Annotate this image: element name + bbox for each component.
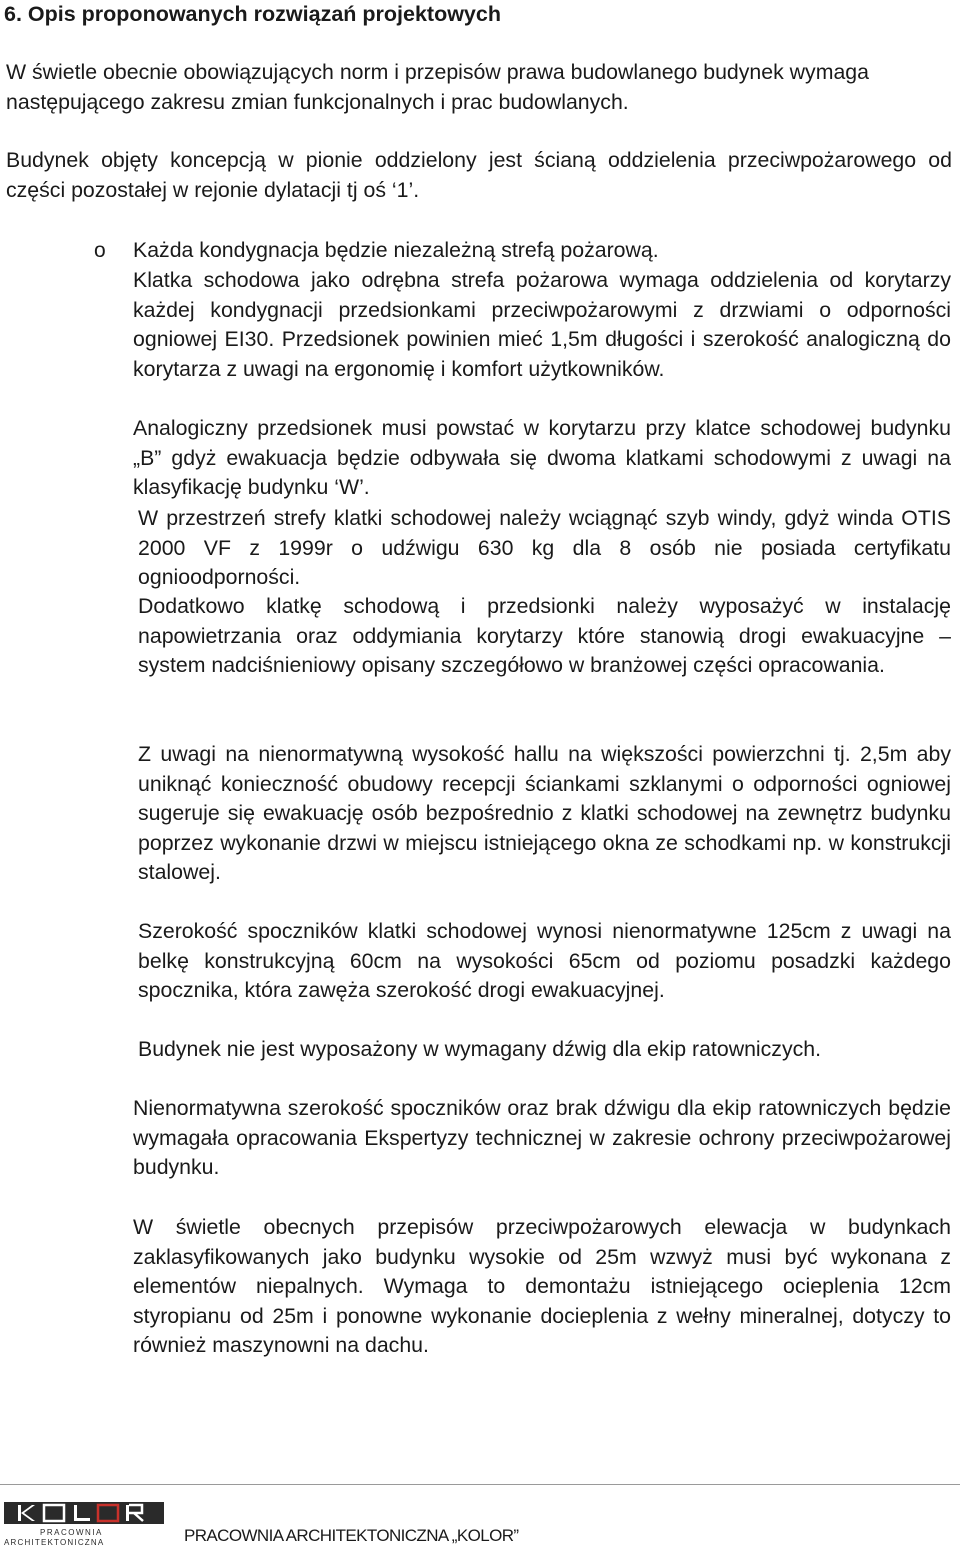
staircase-paragraph: Klatka schodowa jako odrębna strefa pożarowa wymaga oddzielenia od korytarzy każdej kondygnacji przedsionkami przeciwpożarowymi z drzwiami o odporności ogniowej EI30. Przedsionek powinien mieć 1,5m długości i szerokość analogiczną do korytarza z uwagi na ergonomię i komfort użytkowników.	[133, 268, 951, 381]
bullet-marker-icon: o	[94, 239, 106, 262]
footer-divider	[0, 1484, 960, 1485]
rescue-lift-paragraph: Budynek nie jest wyposażony w wymagany dźwig dla ekip ratowniczych.	[138, 1037, 822, 1061]
logo-subtitle-2: ARCHITEKTONICZNA	[4, 1538, 105, 1547]
intro-paragraph: W świetle obecnie obowiązujących norm i przepisów prawa budowlanego budynek wymaga następującego zakresu zmian funkcjonalnych i prac budowlanych.	[6, 60, 869, 114]
elevator-shaft-paragraph: W przestrzeń strefy klatki schodowej należy wciągnąć szyb windy, gdyż winda OTIS 2000 VF z 1999r o udźwigu 630 kg dla 8 osób nie posiada certyfikatu ognioodporności.	[138, 506, 951, 590]
expertise-paragraph: Nienormatywna szerokość spoczników oraz brak dźwigu dla ekip ratowniczych będzie wymagała opracowania Ekspertyzy technicznej w zakresie ochrony przeciwpożarowej budynku.	[133, 1096, 951, 1180]
kolor-logo	[4, 1498, 164, 1548]
facade-paragraph: W świetle obecnych przepisów przeciwpożarowych elewacja w budynkach zaklasyfikowanych jako budynku wysokie od 25m wzwyż musi być wykonana z elementów niepalnych. Wymaga to demontażu istniejącego ocieplenia 12cm styropianu od 25m i ponowne wykonanie docieplenia z wełny mineralnej, dotyczy to również maszynowni na dachu.	[133, 1215, 951, 1358]
footer-studio-name: PRACOWNIA ARCHITEKTONICZNA „KOLOR”	[184, 1526, 519, 1545]
section-heading: 6. Opis proponowanych rozwiązań projektowych	[4, 2, 501, 26]
building-paragraph: Budynek objęty koncepcją w pionie oddzielony jest ścianą oddzielenia przeciwpożarowego od części pozostałej w rejonie dylatacji tj oś ‘1’.	[6, 148, 952, 202]
logo-subtitle-1: PRACOWNIA	[40, 1528, 103, 1537]
vestibule-paragraph: Analogiczny przedsionek musi powstać w korytarzu przy klatce schodowej budynku „B” gdyż ewakuacja będzie odbywała się dwoma klatkami schodowymi z uwagi na klasyfikację budynku ‘W’.	[133, 416, 951, 500]
landing-width-paragraph: Szerokość spoczników klatki schodowej wynosi nienormatywne 125cm z uwagi na belkę konstrukcyjną 60cm na wysokości 65cm od poziomu posadzki każdego spocznika, która zawęża szerokość drogi ewakuacyjnej.	[138, 919, 951, 1003]
bullet-item-fire-zone: Każda kondygnacja będzie niezależną strefą pożarową.	[133, 238, 659, 262]
ventilation-paragraph: Dodatkowo klatkę schodową i przedsionki należy wyposażyć w instalację napowietrzania oraz oddymiania korytarzy które stanowią drogi ewakuacyjne – system nadciśnieniowy opisany szczegółowo w branżowej części opracowania.	[138, 594, 951, 678]
hall-height-paragraph: Z uwagi na nienormatywną wysokość hallu na większości powierzchni tj. 2,5m aby uniknąć konieczność obudowy recepcji ściankami szklanymi o odporności ogniowej sugeruje się ewakuację osób bezpośrednio z klatki schodowej na zewnętrz budynku poprzez wykonanie drzwi w miejscu istniejącego okna ze schodkami np. w konstrukcji stalowej.	[138, 742, 951, 885]
